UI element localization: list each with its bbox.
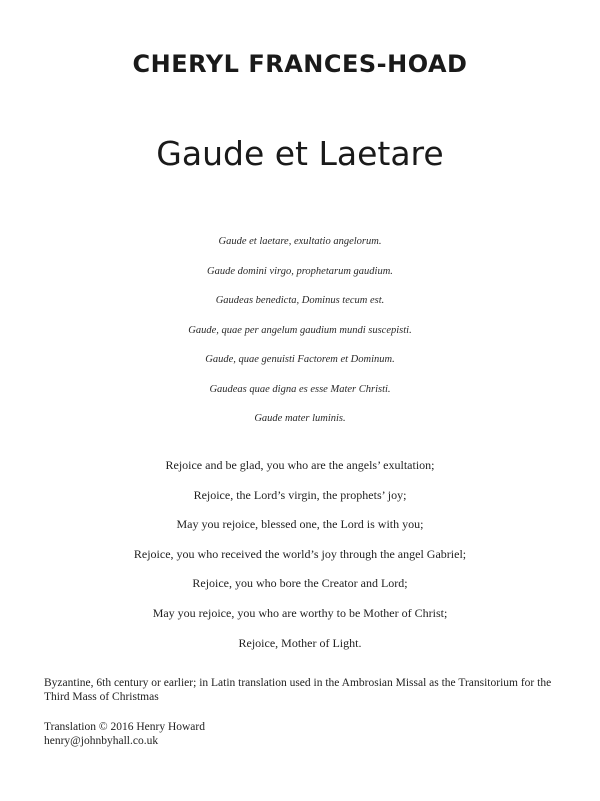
source-note: Byzantine, 6th century or earlier; in Latin translation used in the Ambrosian Missal as the Transitorium for the Third Mass of Christmas — [44, 677, 552, 703]
latin-line: Gaudeas quae digna es esse Mater Christi. — [209, 383, 391, 395]
english-translation — [0, 457, 600, 664]
english-line: Rejoice and be glad, you who are the angels’ exultation; — [165, 458, 435, 472]
latin-line: Gaude, quae genuisti Factorem et Dominum. — [205, 354, 395, 365]
english-line: Rejoice, you who bore the Creator and Lord; — [192, 576, 408, 591]
composer-name: CHERYL FRANCES-HOAD — [132, 50, 468, 78]
latin-line: Gaude, quae per angelum gaudium mundi suscepisti. — [188, 324, 412, 336]
english-line: Rejoice, Mother of Light. — [238, 635, 362, 650]
english-line: May you rejoice, you who are worthy to be Mother of Christ; — [152, 605, 448, 620]
english-line: Rejoice, you who received the world’s joy through the angel Gabriel; — [133, 546, 467, 561]
latin-line: Gaude et laetare, exultatio angelorum. — [218, 236, 382, 247]
latin-line: Gaude mater luminis. — [254, 413, 346, 424]
page-title: Gaude et Laetare — [156, 134, 444, 173]
latin-line: Gaude domini virgo, prophetarum gaudium. — [207, 265, 393, 277]
english-line: Rejoice, the Lord’s virgin, the prophets’ joy; — [193, 487, 407, 502]
contact-email: henry@johnbyhall.co.uk — [44, 735, 159, 747]
latin-line: Gaudeas benedicta, Dominus tecum est. — [215, 295, 385, 306]
translation-credit: Translation © 2016 Henry Howard — [44, 721, 205, 733]
english-line: May you rejoice, blessed one, the Lord is with you; — [176, 517, 424, 532]
credits — [44, 720, 444, 748]
latin-text — [0, 235, 600, 442]
